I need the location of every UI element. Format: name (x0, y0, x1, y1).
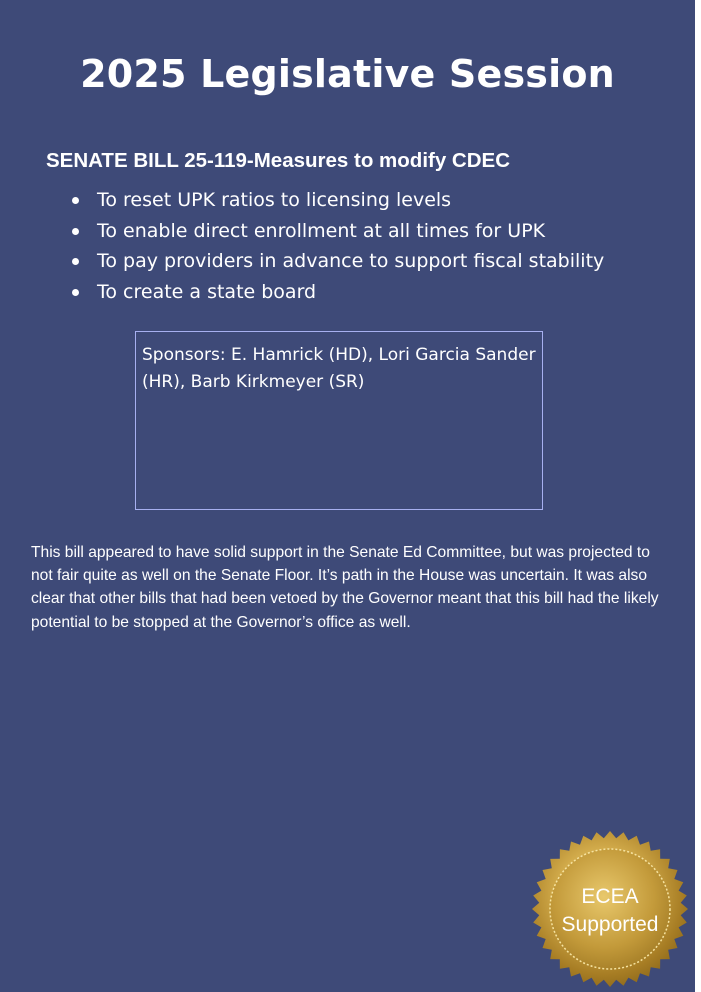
bullet-icon (72, 289, 79, 296)
summary-paragraph: This bill appeared to have solid support in the Senate Ed Committee, but was projected to not fair quite as well on the Senate Floor. It’s path in the House was uncertain. It was also clear that other bills that had been vetoed by the Governor meant that this bill had the likely potential to be stopped at the Governor’s office as well. (31, 544, 659, 631)
page-title: 2025 Legislative Session (80, 52, 615, 96)
list-item (72, 216, 604, 247)
seal-badge-icon (528, 830, 692, 988)
ecea-seal (528, 830, 692, 988)
sponsors-box (135, 331, 543, 510)
bullet-icon (72, 197, 79, 204)
list-item (72, 246, 604, 277)
list-item-text: To enable direct enrollment at all times for UPK (97, 219, 546, 242)
seal-line-2: Supported (561, 913, 659, 936)
page-edge (695, 0, 701, 992)
list-item (72, 185, 604, 216)
bullet-icon (72, 228, 79, 235)
seal-line-1: ECEA (581, 885, 639, 908)
bullet-icon (72, 258, 79, 265)
bill-heading: SENATE BILL 25-119-Measures to modify CDEC (46, 149, 511, 172)
bill-points-list (72, 185, 604, 307)
list-item-text: To reset UPK ratios to licensing levels (97, 189, 452, 211)
sponsors-text: Sponsors: E. Hamrick (HD), Lori Garcia Sander (HR), Barb Kirkmeyer (SR) (142, 345, 536, 392)
list-item (72, 277, 604, 308)
list-item-text: To create a state board (97, 280, 317, 303)
list-item-text: To pay providers in advance to support fiscal stability (97, 250, 605, 272)
